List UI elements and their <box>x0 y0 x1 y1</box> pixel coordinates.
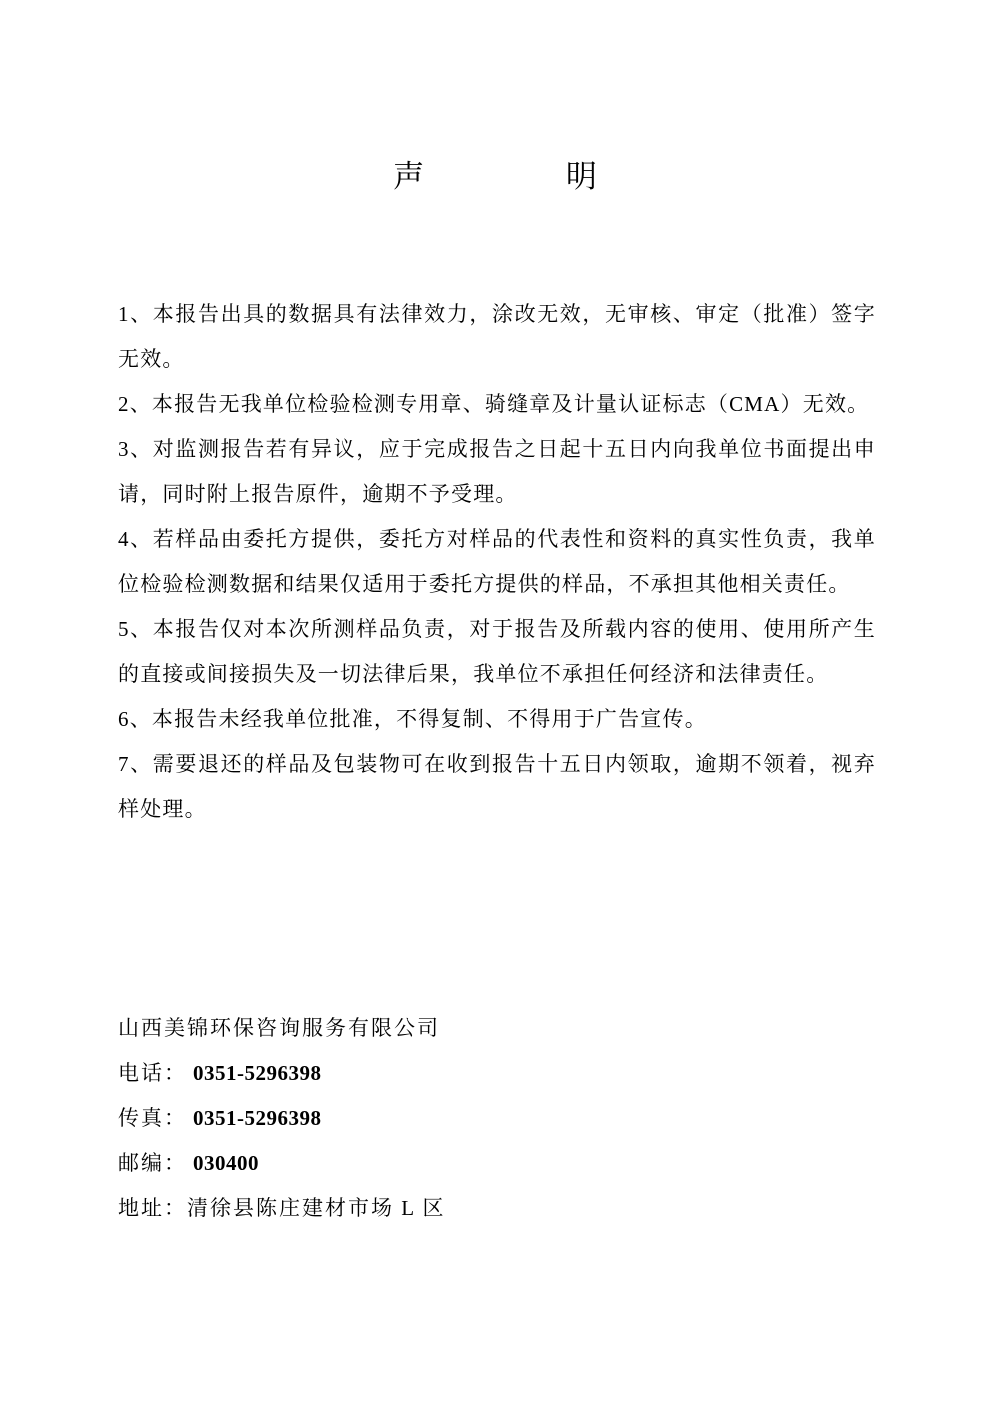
address-label: 地址： <box>118 1196 187 1220</box>
fax-value: 0351-5296398 <box>193 1106 322 1130</box>
statement-item-1: 1、本报告出具的数据具有法律效力，涂改无效，无审核、审定（批准）签字无效。 <box>118 302 876 371</box>
statement-item-6: 6、本报告未经我单位批准，不得复制、不得用于广告宣传。 <box>118 707 707 731</box>
address-line <box>118 1186 876 1231</box>
phone-value: 0351-5296398 <box>193 1061 322 1085</box>
phone-line <box>118 1051 876 1096</box>
contact-section <box>118 1006 876 1231</box>
statement-item-2: 2、本报告无我单位检验检测专用章、骑缝章及计量认证标志（CMA）无效。 <box>118 392 870 416</box>
postal-code-line <box>118 1141 876 1186</box>
statement-item-7: 7、需要退还的样品及包装物可在收到报告十五日内领取，逾期不领着，视弃样处理。 <box>118 752 876 821</box>
postal-code-label: 邮编： <box>118 1151 187 1175</box>
fax-line <box>118 1096 876 1141</box>
postal-code-value: 030400 <box>193 1151 259 1175</box>
statement-item-3: 3、对监测报告若有异议，应于完成报告之日起十五日内向我单位书面提出申请，同时附上报告原件，逾期不予受理。 <box>118 437 876 506</box>
statement-item-4: 4、若样品由委托方提供，委托方对样品的代表性和资料的真实性负责，我单位检验检测数据和结果仅适用于委托方提供的样品，不承担其他相关责任。 <box>118 527 876 596</box>
fax-label: 传真： <box>118 1106 187 1130</box>
phone-label: 电话： <box>118 1061 187 1085</box>
company-name: 山西美锦环保咨询服务有限公司 <box>118 1016 440 1040</box>
statements-section <box>118 292 876 832</box>
page-title: 声 明 <box>393 159 599 194</box>
address-value: 清徐县陈庄建材市场 L 区 <box>187 1196 446 1220</box>
statement-item-5: 5、本报告仅对本次所测样品负责，对于报告及所载内容的使用、使用所产生的直接或间接损失及一切法律后果，我单位不承担任何经济和法律责任。 <box>118 617 876 686</box>
